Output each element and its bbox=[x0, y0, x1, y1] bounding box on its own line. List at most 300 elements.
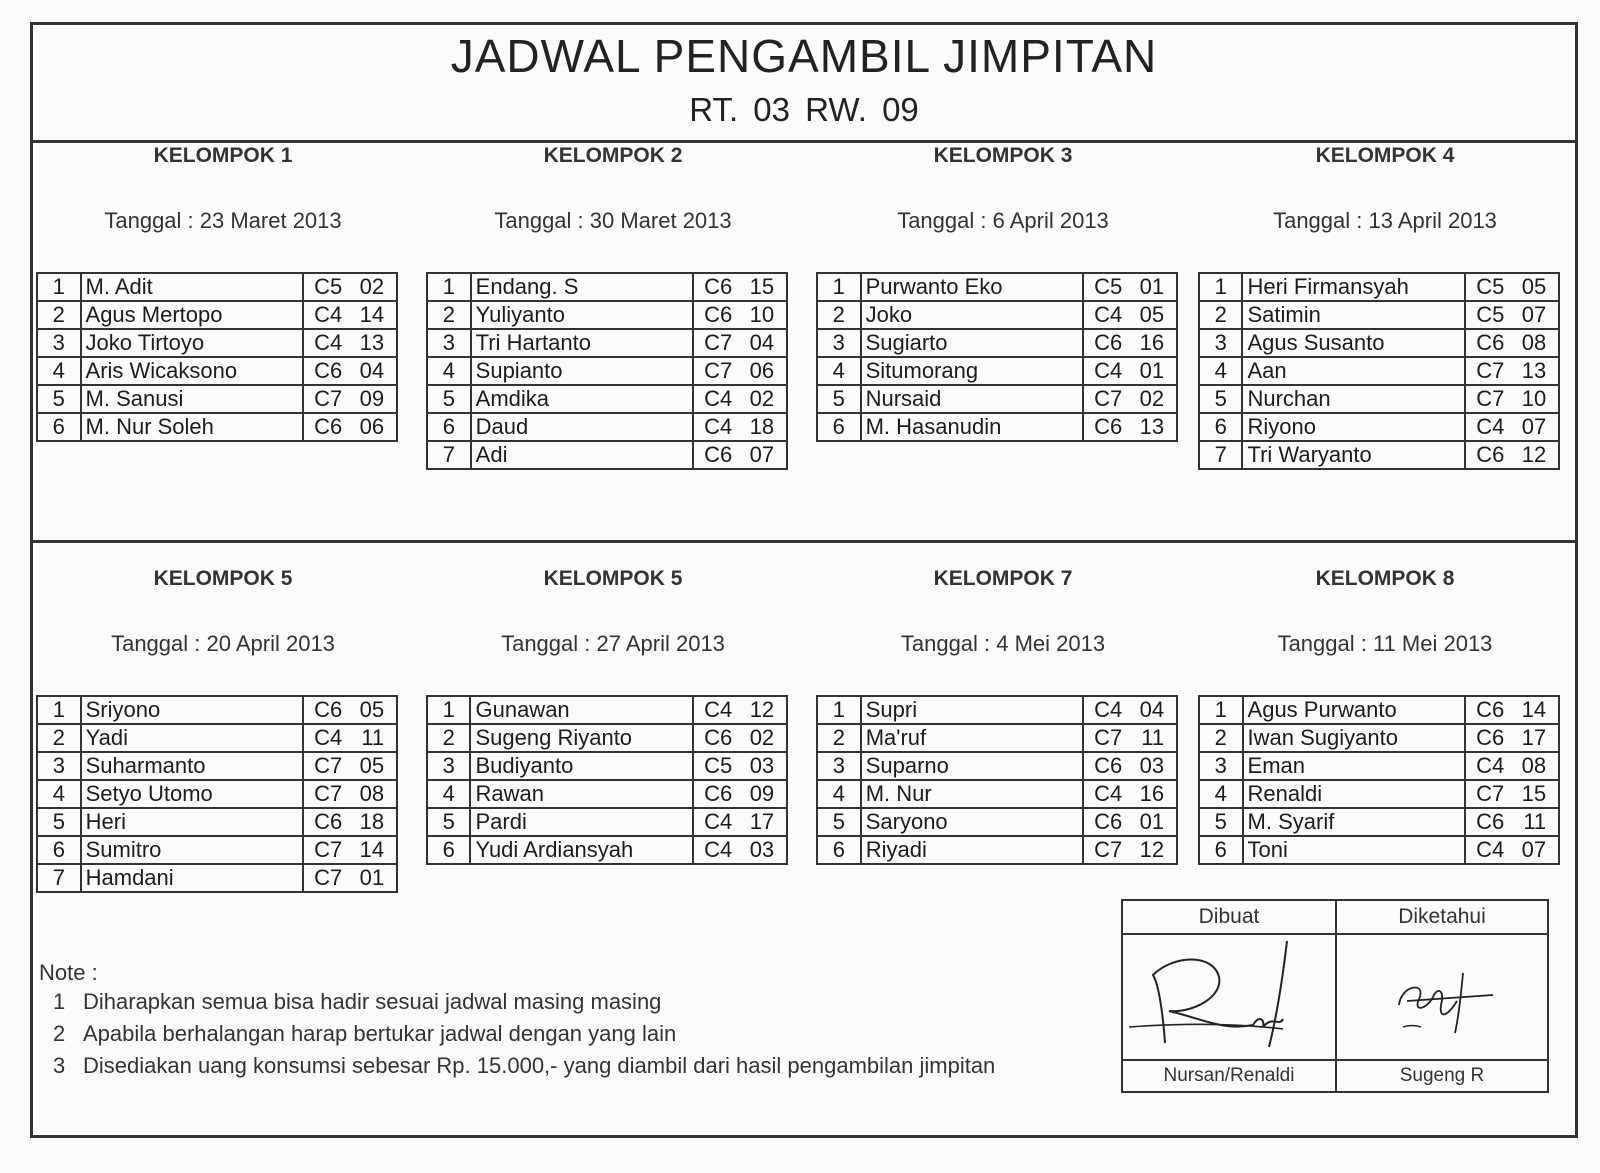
house-code bbox=[1083, 413, 1177, 441]
group-date: Tanggal : 27 April 2013 bbox=[501, 631, 725, 656]
member-name: Nursaid bbox=[861, 385, 1084, 413]
block-code: C6 bbox=[1476, 809, 1505, 834]
house-code bbox=[693, 357, 787, 385]
house-number: 15 bbox=[749, 274, 775, 299]
schedule-sheet bbox=[30, 22, 1578, 1138]
member-name: Sugeng Riyanto bbox=[470, 724, 693, 752]
house-number: 17 bbox=[749, 809, 775, 834]
block-code: C6 bbox=[314, 697, 343, 722]
handwritten-signature-icon bbox=[1337, 935, 1547, 1061]
member-name: Satimin bbox=[1242, 301, 1465, 329]
table-row bbox=[817, 273, 1177, 301]
row-number: 5 bbox=[427, 808, 470, 836]
house-number: 01 bbox=[359, 865, 385, 890]
house-code bbox=[1083, 301, 1177, 329]
member-name: Supri bbox=[861, 696, 1083, 724]
table-row bbox=[817, 696, 1177, 724]
signature-made-label: Dibuat bbox=[1123, 901, 1335, 935]
row-number: 1 bbox=[1199, 696, 1243, 724]
block-code: C7 bbox=[704, 358, 733, 383]
row-number: 1 bbox=[817, 273, 861, 301]
block-code: C5 bbox=[314, 274, 343, 299]
house-code bbox=[1465, 696, 1559, 724]
group-date: Tanggal : 6 April 2013 bbox=[897, 208, 1109, 233]
handwritten-signature-icon bbox=[1123, 935, 1333, 1061]
house-number: 10 bbox=[1521, 386, 1547, 411]
member-name: M. Nur Soleh bbox=[81, 413, 304, 441]
member-name: Yuliyanto bbox=[471, 301, 693, 329]
group-table bbox=[36, 695, 398, 893]
house-number: 02 bbox=[749, 386, 775, 411]
house-code bbox=[693, 752, 787, 780]
row-number: 7 bbox=[1199, 441, 1242, 469]
block-code: C6 bbox=[704, 725, 733, 750]
house-code bbox=[303, 329, 397, 357]
table-row bbox=[37, 357, 397, 385]
house-number: 07 bbox=[1521, 302, 1547, 327]
group-table bbox=[1198, 695, 1560, 865]
table-row bbox=[427, 836, 787, 864]
member-name: Sriyono bbox=[81, 696, 304, 724]
block-code: C6 bbox=[1476, 330, 1505, 355]
house-number: 06 bbox=[749, 358, 775, 383]
table-row bbox=[1199, 385, 1559, 413]
house-code bbox=[303, 385, 397, 413]
row-number: 5 bbox=[37, 385, 81, 413]
group-title: KELOMPOK 4 bbox=[1315, 144, 1455, 167]
group-table bbox=[816, 272, 1178, 442]
group-title: KELOMPOK 5 bbox=[543, 567, 683, 590]
block-code: C7 bbox=[314, 781, 343, 806]
member-name: Gunawan bbox=[470, 696, 693, 724]
block-code: C7 bbox=[1094, 386, 1123, 411]
block-code: C5 bbox=[1094, 274, 1123, 299]
house-number: 11 bbox=[1141, 725, 1165, 750]
block-code: C4 bbox=[314, 302, 343, 327]
house-code bbox=[303, 752, 397, 780]
table-row bbox=[37, 329, 397, 357]
house-number: 09 bbox=[359, 386, 385, 411]
house-code bbox=[693, 329, 787, 357]
house-number: 08 bbox=[1521, 330, 1547, 355]
house-code bbox=[1083, 724, 1177, 752]
note-text: Apabila berhalangan harap bertukar jadwal dengan yang lain bbox=[83, 1021, 677, 1046]
house-number: 01 bbox=[1139, 274, 1165, 299]
block-code: C4 bbox=[1476, 753, 1505, 778]
row-number: 4 bbox=[427, 357, 471, 385]
row-number: 2 bbox=[37, 724, 81, 752]
table-row bbox=[427, 441, 787, 469]
house-code bbox=[1465, 808, 1559, 836]
member-name: Agus Purwanto bbox=[1243, 696, 1466, 724]
block-code: C5 bbox=[704, 753, 733, 778]
block-code: C4 bbox=[1094, 358, 1123, 383]
table-row bbox=[1199, 696, 1559, 724]
row-number: 3 bbox=[37, 329, 81, 357]
member-name: Yadi bbox=[81, 724, 304, 752]
block-code: C4 bbox=[314, 725, 343, 750]
member-name: Saryono bbox=[861, 808, 1083, 836]
house-code bbox=[303, 301, 397, 329]
row-number: 2 bbox=[427, 301, 471, 329]
house-code bbox=[303, 413, 397, 441]
row-number: 2 bbox=[37, 301, 81, 329]
house-number: 13 bbox=[1521, 358, 1547, 383]
table-row bbox=[817, 329, 1177, 357]
house-number: 16 bbox=[1139, 330, 1165, 355]
table-row bbox=[1199, 413, 1559, 441]
member-name: Yudi Ardiansyah bbox=[470, 836, 693, 864]
table-row bbox=[37, 836, 397, 864]
row-number: 5 bbox=[817, 808, 861, 836]
house-number: 02 bbox=[1139, 386, 1165, 411]
table-row bbox=[1199, 724, 1559, 752]
block-code: C6 bbox=[1476, 697, 1505, 722]
table-row bbox=[427, 696, 787, 724]
row-number: 6 bbox=[427, 413, 471, 441]
house-code bbox=[1083, 696, 1177, 724]
signature-known-name: Sugeng R bbox=[1337, 1059, 1547, 1091]
house-number: 04 bbox=[1139, 697, 1165, 722]
table-row bbox=[427, 752, 787, 780]
house-code bbox=[303, 696, 397, 724]
member-name: Iwan Sugiyanto bbox=[1243, 724, 1466, 752]
signature-known-mark bbox=[1337, 935, 1547, 1061]
house-code bbox=[1465, 441, 1559, 469]
table-row bbox=[817, 357, 1177, 385]
member-name: Hamdani bbox=[81, 864, 304, 892]
member-name: Aris Wicaksono bbox=[81, 357, 304, 385]
house-number: 05 bbox=[359, 697, 385, 722]
house-number: 02 bbox=[359, 274, 385, 299]
table-row bbox=[37, 413, 397, 441]
house-number: 05 bbox=[359, 753, 385, 778]
table-row bbox=[427, 273, 787, 301]
member-name: Budiyanto bbox=[470, 752, 693, 780]
house-code bbox=[693, 273, 787, 301]
table-row bbox=[1199, 441, 1559, 469]
note-item bbox=[53, 989, 661, 1015]
table-row bbox=[1199, 273, 1559, 301]
member-name: Joko Tirtoyo bbox=[81, 329, 304, 357]
member-name: Agus Susanto bbox=[1242, 329, 1465, 357]
group-title: KELOMPOK 1 bbox=[153, 144, 293, 167]
table-row bbox=[1199, 752, 1559, 780]
block-code: C6 bbox=[704, 442, 733, 467]
table-row bbox=[817, 724, 1177, 752]
table-row bbox=[817, 780, 1177, 808]
table-row bbox=[427, 780, 787, 808]
member-name: Setyo Utomo bbox=[81, 780, 304, 808]
group-date: Tanggal : 4 Mei 2013 bbox=[900, 631, 1106, 656]
row-number: 3 bbox=[817, 752, 861, 780]
house-number: 04 bbox=[749, 330, 775, 355]
house-code bbox=[303, 836, 397, 864]
block-code: C6 bbox=[704, 781, 733, 806]
house-code bbox=[693, 413, 787, 441]
row-number: 1 bbox=[427, 273, 471, 301]
block-code: C6 bbox=[1476, 725, 1505, 750]
note-item bbox=[53, 1053, 995, 1079]
block-code: C4 bbox=[1094, 697, 1123, 722]
table-row bbox=[1199, 836, 1559, 864]
block-code: C5 bbox=[1476, 302, 1505, 327]
table-row bbox=[427, 385, 787, 413]
house-code bbox=[1083, 273, 1177, 301]
row-number: 3 bbox=[1199, 329, 1242, 357]
row-number: 2 bbox=[817, 301, 861, 329]
member-name: M. Sanusi bbox=[81, 385, 304, 413]
member-name: M. Nur bbox=[861, 780, 1083, 808]
house-code bbox=[693, 780, 787, 808]
member-name: Suharmanto bbox=[81, 752, 304, 780]
member-name: Daud bbox=[471, 413, 693, 441]
group-table bbox=[1198, 272, 1560, 470]
row-number: 2 bbox=[1199, 301, 1242, 329]
block-code: C4 bbox=[1094, 781, 1123, 806]
row-number: 7 bbox=[427, 441, 471, 469]
member-name: Rawan bbox=[470, 780, 693, 808]
table-row bbox=[37, 724, 397, 752]
row-number: 4 bbox=[37, 780, 81, 808]
house-number: 18 bbox=[359, 809, 385, 834]
row-number: 6 bbox=[1199, 413, 1242, 441]
house-number: 07 bbox=[1521, 414, 1547, 439]
row-number: 4 bbox=[37, 357, 81, 385]
row-number: 3 bbox=[427, 329, 471, 357]
house-number: 13 bbox=[1139, 414, 1165, 439]
house-code bbox=[1083, 780, 1177, 808]
house-code bbox=[1465, 780, 1559, 808]
block-code: C7 bbox=[314, 753, 343, 778]
house-code bbox=[693, 724, 787, 752]
block-code: C4 bbox=[704, 837, 733, 862]
note-number: 3 bbox=[53, 1053, 66, 1078]
note-item bbox=[53, 1021, 676, 1047]
member-name: Sumitro bbox=[81, 836, 304, 864]
house-code bbox=[303, 357, 397, 385]
note-number: 2 bbox=[53, 1021, 66, 1046]
house-code bbox=[1083, 329, 1177, 357]
house-number: 15 bbox=[1521, 781, 1547, 806]
block-code: C4 bbox=[1476, 837, 1505, 862]
house-code bbox=[1083, 752, 1177, 780]
table-row bbox=[427, 357, 787, 385]
house-code bbox=[1465, 329, 1559, 357]
house-code bbox=[1465, 357, 1559, 385]
house-number: 12 bbox=[749, 697, 775, 722]
house-number: 01 bbox=[1139, 358, 1165, 383]
table-row bbox=[817, 836, 1177, 864]
member-name: Joko bbox=[861, 301, 1084, 329]
row-number: 6 bbox=[817, 836, 861, 864]
house-code bbox=[693, 385, 787, 413]
member-name: Amdika bbox=[471, 385, 693, 413]
table-row bbox=[817, 808, 1177, 836]
table-row bbox=[427, 413, 787, 441]
member-name: Suparno bbox=[861, 752, 1083, 780]
row-number: 2 bbox=[817, 724, 861, 752]
house-code bbox=[693, 441, 787, 469]
table-row bbox=[1199, 301, 1559, 329]
group-date: Tanggal : 23 Maret 2013 bbox=[104, 208, 342, 233]
block-code: C4 bbox=[314, 330, 343, 355]
block-code: C7 bbox=[1094, 837, 1123, 862]
member-name: Eman bbox=[1243, 752, 1466, 780]
row-number: 4 bbox=[427, 780, 470, 808]
house-number: 14 bbox=[1521, 697, 1547, 722]
signature-box bbox=[1121, 899, 1549, 1093]
row-number: 6 bbox=[817, 413, 861, 441]
member-name: Aan bbox=[1242, 357, 1465, 385]
member-name: M. Syarif bbox=[1243, 808, 1466, 836]
house-number: 14 bbox=[359, 837, 385, 862]
signature-made bbox=[1123, 901, 1335, 1091]
block-code: C6 bbox=[704, 302, 733, 327]
row-number: 6 bbox=[1199, 836, 1243, 864]
house-code bbox=[303, 780, 397, 808]
house-code bbox=[1083, 385, 1177, 413]
group-date: Tanggal : 30 Maret 2013 bbox=[494, 208, 732, 233]
house-code bbox=[693, 836, 787, 864]
row-number: 5 bbox=[1199, 385, 1242, 413]
house-number: 03 bbox=[749, 837, 775, 862]
house-number: 10 bbox=[749, 302, 775, 327]
block-code: C6 bbox=[314, 809, 343, 834]
house-number: 05 bbox=[1139, 302, 1165, 327]
signature-made-mark bbox=[1123, 935, 1335, 1061]
table-row bbox=[37, 864, 397, 892]
member-name: Riyadi bbox=[861, 836, 1083, 864]
group-title: KELOMPOK 2 bbox=[543, 144, 683, 167]
block-code: C4 bbox=[704, 809, 733, 834]
house-code bbox=[1083, 808, 1177, 836]
row-divider bbox=[33, 540, 1575, 543]
block-code: C6 bbox=[1094, 753, 1123, 778]
house-number: 14 bbox=[359, 302, 385, 327]
group-title: KELOMPOK 8 bbox=[1315, 567, 1455, 590]
house-number: 01 bbox=[1139, 809, 1165, 834]
house-number: 16 bbox=[1139, 781, 1165, 806]
block-code: C6 bbox=[1094, 414, 1123, 439]
row-number: 1 bbox=[37, 696, 81, 724]
house-code bbox=[693, 696, 787, 724]
member-name: M. Hasanudin bbox=[861, 413, 1084, 441]
group-table bbox=[36, 272, 398, 442]
note-text: Diharapkan semua bisa hadir sesuai jadwal masing masing bbox=[83, 989, 662, 1014]
row-number: 5 bbox=[427, 385, 471, 413]
table-row bbox=[37, 808, 397, 836]
house-number: 07 bbox=[749, 442, 775, 467]
house-number: 09 bbox=[749, 781, 775, 806]
member-name: Situmorang bbox=[861, 357, 1084, 385]
row-number: 6 bbox=[37, 413, 81, 441]
row-number: 1 bbox=[817, 696, 861, 724]
member-name: Endang. S bbox=[471, 273, 693, 301]
row-number: 2 bbox=[427, 724, 470, 752]
block-code: C7 bbox=[1094, 725, 1123, 750]
block-code: C7 bbox=[314, 837, 343, 862]
member-name: Pardi bbox=[470, 808, 693, 836]
house-code bbox=[303, 724, 397, 752]
header bbox=[33, 25, 1575, 143]
table-row bbox=[37, 752, 397, 780]
table-row bbox=[427, 329, 787, 357]
member-name: Supianto bbox=[471, 357, 693, 385]
house-number: 07 bbox=[1521, 837, 1547, 862]
member-name: Agus Mertopo bbox=[81, 301, 304, 329]
member-name: Tri Hartanto bbox=[471, 329, 693, 357]
row-number: 5 bbox=[37, 808, 81, 836]
block-code: C6 bbox=[1094, 809, 1123, 834]
house-code bbox=[1465, 836, 1559, 864]
member-name: M. Adit bbox=[81, 273, 304, 301]
page-subtitle: RT. 03 RW. 09 bbox=[689, 91, 919, 128]
house-code bbox=[303, 864, 397, 892]
house-number: 05 bbox=[1521, 274, 1547, 299]
house-number: 12 bbox=[1139, 837, 1165, 862]
house-code bbox=[1465, 385, 1559, 413]
block-code: C6 bbox=[1094, 330, 1123, 355]
house-code bbox=[303, 808, 397, 836]
row-number: 4 bbox=[817, 357, 861, 385]
row-number: 1 bbox=[1199, 273, 1242, 301]
block-code: C4 bbox=[704, 386, 733, 411]
table-row bbox=[1199, 808, 1559, 836]
group-table bbox=[426, 272, 788, 470]
row-number: 1 bbox=[427, 696, 470, 724]
house-number: 02 bbox=[749, 725, 775, 750]
member-name: Adi bbox=[471, 441, 693, 469]
row-number: 3 bbox=[1199, 752, 1243, 780]
house-number: 06 bbox=[359, 414, 385, 439]
block-code: C6 bbox=[1476, 442, 1505, 467]
group-title: KELOMPOK 5 bbox=[153, 567, 293, 590]
block-code: C6 bbox=[704, 274, 733, 299]
group-date: Tanggal : 13 April 2013 bbox=[1273, 208, 1497, 233]
row-number: 5 bbox=[1199, 808, 1243, 836]
table-row bbox=[1199, 329, 1559, 357]
member-name: Heri Firmansyah bbox=[1242, 273, 1465, 301]
table-row bbox=[1199, 780, 1559, 808]
block-code: C7 bbox=[314, 865, 343, 890]
member-name: Toni bbox=[1243, 836, 1466, 864]
group-date: Tanggal : 11 Mei 2013 bbox=[1277, 631, 1493, 656]
member-name: Purwanto Eko bbox=[861, 273, 1084, 301]
block-code: C4 bbox=[1094, 302, 1123, 327]
table-row bbox=[37, 301, 397, 329]
house-code bbox=[1465, 413, 1559, 441]
house-code bbox=[1465, 301, 1559, 329]
block-code: C4 bbox=[1476, 414, 1505, 439]
house-number: 08 bbox=[1521, 753, 1547, 778]
block-code: C6 bbox=[314, 358, 343, 383]
group-title: KELOMPOK 7 bbox=[933, 567, 1073, 590]
table-row bbox=[37, 696, 397, 724]
row-number: 4 bbox=[1199, 357, 1242, 385]
note-text: Disediakan uang konsumsi sebesar Rp. 15.000,- yang diambil dari hasil pengambilan jimpitan bbox=[83, 1053, 996, 1078]
row-number: 3 bbox=[427, 752, 470, 780]
note-label: Note : bbox=[39, 960, 98, 985]
page-title: JADWAL PENGAMBIL JIMPITAN bbox=[450, 30, 1158, 82]
house-number: 03 bbox=[749, 753, 775, 778]
row-number: 7 bbox=[37, 864, 81, 892]
row-number: 4 bbox=[1199, 780, 1243, 808]
member-name: Riyono bbox=[1242, 413, 1465, 441]
row-number: 3 bbox=[37, 752, 81, 780]
group-table bbox=[426, 695, 788, 865]
block-code: C7 bbox=[1476, 781, 1505, 806]
